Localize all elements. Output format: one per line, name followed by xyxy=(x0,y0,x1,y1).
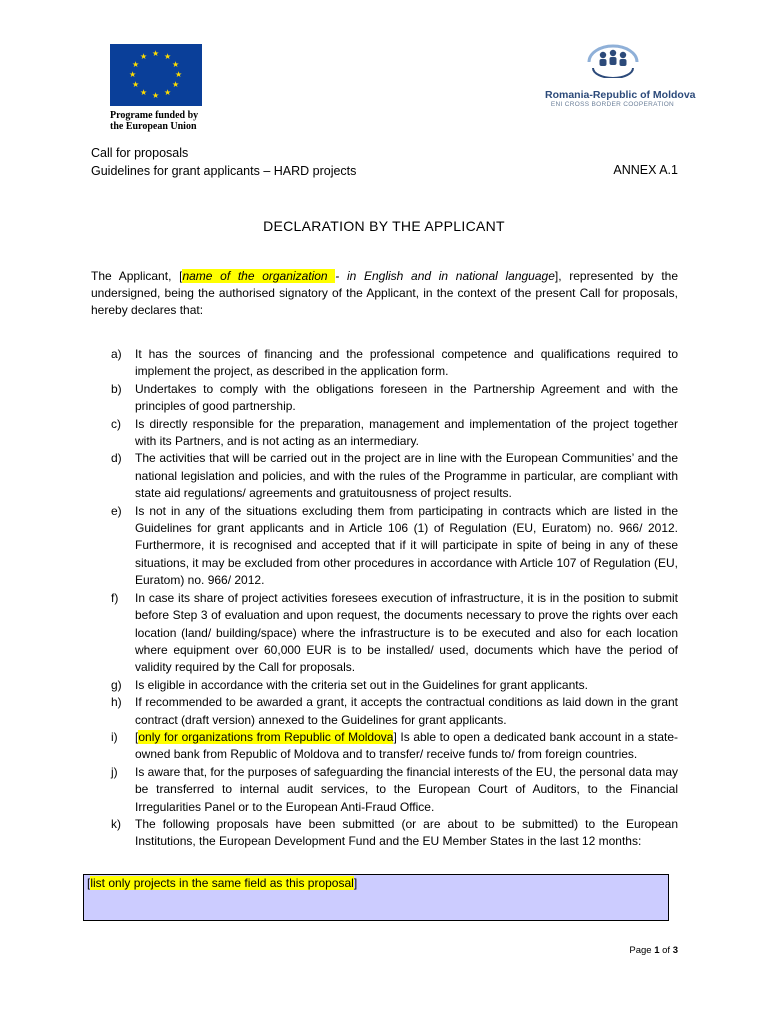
guidelines-line: Guidelines for grant applicants – HARD projects xyxy=(91,164,357,178)
declaration-list xyxy=(91,346,678,851)
list-item: g) Is eligible in accordance with the criteria set out in the Guidelines for grant applicants. xyxy=(111,677,588,692)
list-item: f) In case its share of project activities foresees execution of infrastructure, it is in the position to submit before Step 3 of evaluation and upon request, the documents necessary to prove the rights over each location (land/ building/space) where the infrastructure is to be executed and also for each location where equipment over 60,000 EUR is to be installed/ used, documents which have the period of validity required by the Call for proposals. xyxy=(111,590,678,675)
programme-logo xyxy=(545,42,696,108)
highlight-placeholder: name of the organization xyxy=(182,269,336,283)
list-item: a) It has the sources of financing and the professional competence and qualifications required to implement the project, as described in the application form. xyxy=(111,347,678,379)
eu-flag-icon: ★ ★ ★ ★ ★ ★ ★ ★ ★ ★ ★ ★ xyxy=(110,44,202,106)
people-circle-icon xyxy=(583,42,643,78)
intro-paragraph: The Applicant, [name of the organization - in English and in national language], represented by the undersigned, being the authorised signatory of the Applicant, in the context of the present Call for proposals, hereby declares that: xyxy=(91,269,679,317)
eu-logo xyxy=(104,44,208,132)
highlight-placeholder: list only projects in the same field as this proposal xyxy=(90,876,354,890)
page-title: DECLARATION BY THE APPLICANT xyxy=(263,218,505,234)
list-item: c) Is directly responsible for the preparation, management and implementation of the project together with its Partners, and is not acting as an intermediary. xyxy=(111,416,678,449)
highlight-placeholder: only for organizations from Republic of Moldova xyxy=(138,729,394,744)
proposals-entry-box[interactable]: [list only projects in the same field as this proposal] xyxy=(83,874,669,921)
list-item: i) [only for organizations from Republic of Moldova] Is able to open a dedicated bank account in a state-owned bank from Republic of Moldova and to transfer/ receive funds to/ from foreign countries. xyxy=(111,729,678,762)
list-item: d) The activities that will be carried out in the project are in line with the European Communities’ and the national legislation and policies, and with the rules of the Programme in particular, are compliant with state aid regulations/ agreements and gratuitousness of project results. xyxy=(111,451,678,501)
programme-subtitle: ENI CROSS BORDER COOPERATION xyxy=(550,101,675,108)
annex-label: ANNEX A.1 xyxy=(613,163,678,177)
call-line: Call for proposals xyxy=(91,146,189,160)
programme-title: Romania-Republic of Moldova xyxy=(545,89,696,101)
list-item: b) Undertakes to comply with the obligations foreseen in the Partnership Agreement and with the principles of good partnership. xyxy=(111,381,678,414)
list-item: e) Is not in any of the situations excluding them from participating in contracts which are listed in the Guidelines for grant applicants and in Article 106 (1) of Regulation (EU, Euratom) no. 966/ 2012. Furthermore, it is recognised and accepted that if it will participate in spite of being in any of these situations, it may be excluded from other procedures in accordance with Article 107 of Regulation (EU, Euratom) no. 966/ 2012. xyxy=(111,503,678,588)
page-number: Page 1 of 3 xyxy=(629,945,678,956)
list-item: k) The following proposals have been submitted (or are about to be submitted) to the European Institutions, the European Development Fund and the EU Member States in the last 12 months: xyxy=(111,816,678,849)
eu-caption: Programe funded by the European Union xyxy=(110,110,199,132)
call-header xyxy=(91,144,356,180)
list-item: h) If recommended to be awarded a grant, it accepts the contractual conditions as laid down in the grant contract (draft version) annexed to the Guidelines for grant applicants. xyxy=(111,695,678,727)
list-item: j) Is aware that, for the purposes of safeguarding the financial interests of the EU, the personal data may be transferred to internal audit services, to the European Court of Auditors, to the Financial Irregularities Panel or to the European Anti-Fraud Office. xyxy=(111,764,678,814)
